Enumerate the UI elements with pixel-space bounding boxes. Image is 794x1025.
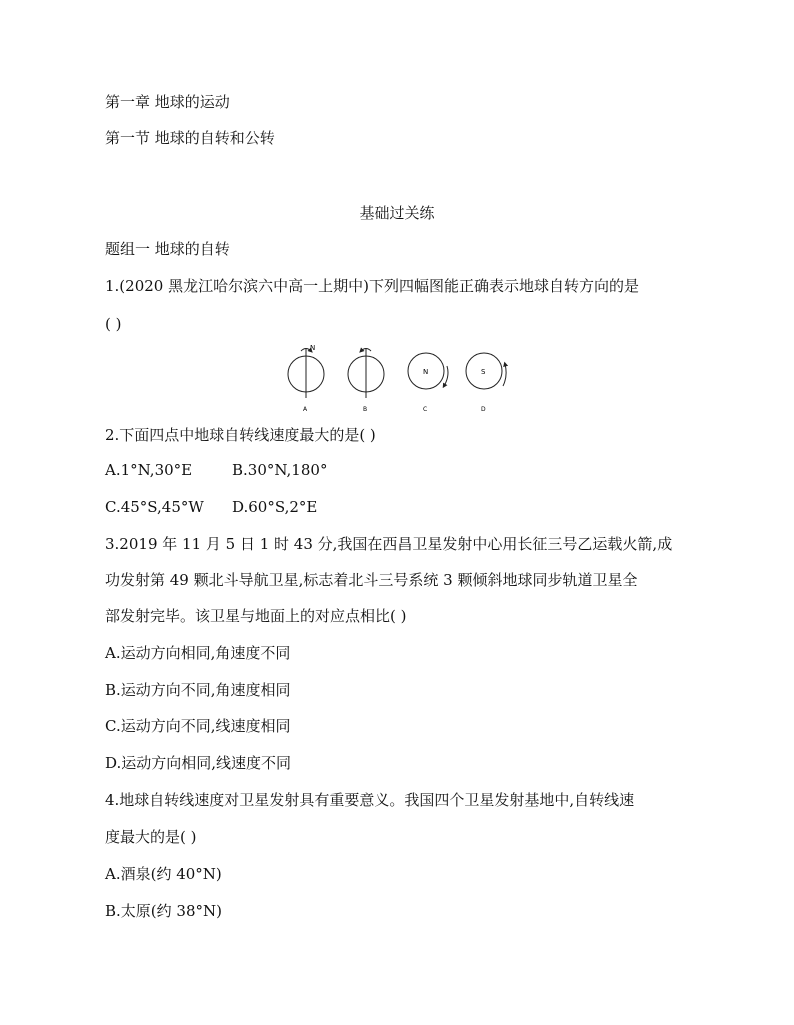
figure-b (348, 348, 384, 413)
figure-d-label: D (481, 406, 486, 413)
figure-a-label: A (303, 406, 308, 413)
q1-answer-paren: ( ) (105, 315, 122, 333)
q3-option-a: A.运动方向相同,角速度不同 (105, 644, 291, 662)
q3-stem-line2: 功发射第 49 颗北斗导航卫星,标志着北斗三号系统 3 颗倾斜地球同步轨道卫星全 (105, 571, 638, 589)
q3-stem-line3: 部发射完毕。该卫星与地面上的对应点相比( ) (105, 607, 407, 625)
rotation-arrow-icon (444, 366, 448, 386)
figure-c (408, 353, 448, 413)
q3-option-b: B.运动方向不同,角速度相同 (105, 681, 291, 699)
exercise-title: 基础过关练 (359, 204, 435, 222)
q2-option-b: B.30°N,180° (232, 461, 328, 479)
q3-option-d: D.运动方向相同,线速度不同 (105, 754, 292, 772)
group-title: 题组一 地球的自转 (105, 240, 230, 258)
figure-d (466, 353, 506, 413)
q3-option-c: C.运动方向不同,线速度相同 (105, 717, 291, 735)
rotation-arrow-icon (503, 364, 506, 386)
q3-stem-line1: 3.2019 年 11 月 5 日 1 时 43 分,我国在西昌卫星发射中心用长征三号乙运载火箭,成 (105, 535, 673, 553)
figure-a (288, 344, 324, 413)
north-pole-label: N (423, 368, 429, 376)
figure-b-label: B (363, 406, 368, 413)
figure-c-label: C (423, 406, 428, 413)
section-heading: 第一节 地球的自转和公转 (105, 129, 275, 147)
q2-option-c: C.45°S,45°W (105, 498, 204, 516)
south-pole-label: S (481, 368, 486, 376)
q1-stem-line1: 1.(2020 黑龙江哈尔滨六中高一上期中)下列四幅图能正确表示地球自转方向的是 (105, 277, 639, 295)
q4-option-a: A.酒泉(约 40°N) (105, 865, 222, 883)
q4-option-b: B.太原(约 38°N) (105, 902, 222, 920)
q2-stem: 2.下面四点中地球自转线速度最大的是( ) (105, 426, 376, 444)
north-label: N (310, 344, 316, 352)
chapter-heading: 第一章 地球的运动 (105, 93, 230, 111)
q2-option-a: A.1°N,30°E (105, 461, 193, 479)
q4-stem-line2: 度最大的是( ) (105, 828, 197, 846)
earth-rotation-figure (270, 338, 530, 418)
q2-option-d: D.60°S,2°E (232, 498, 318, 516)
q4-stem-line1: 4.地球自转线速度对卫星发射具有重要意义。我国四个卫星发射基地中,自转线速 (105, 791, 635, 809)
